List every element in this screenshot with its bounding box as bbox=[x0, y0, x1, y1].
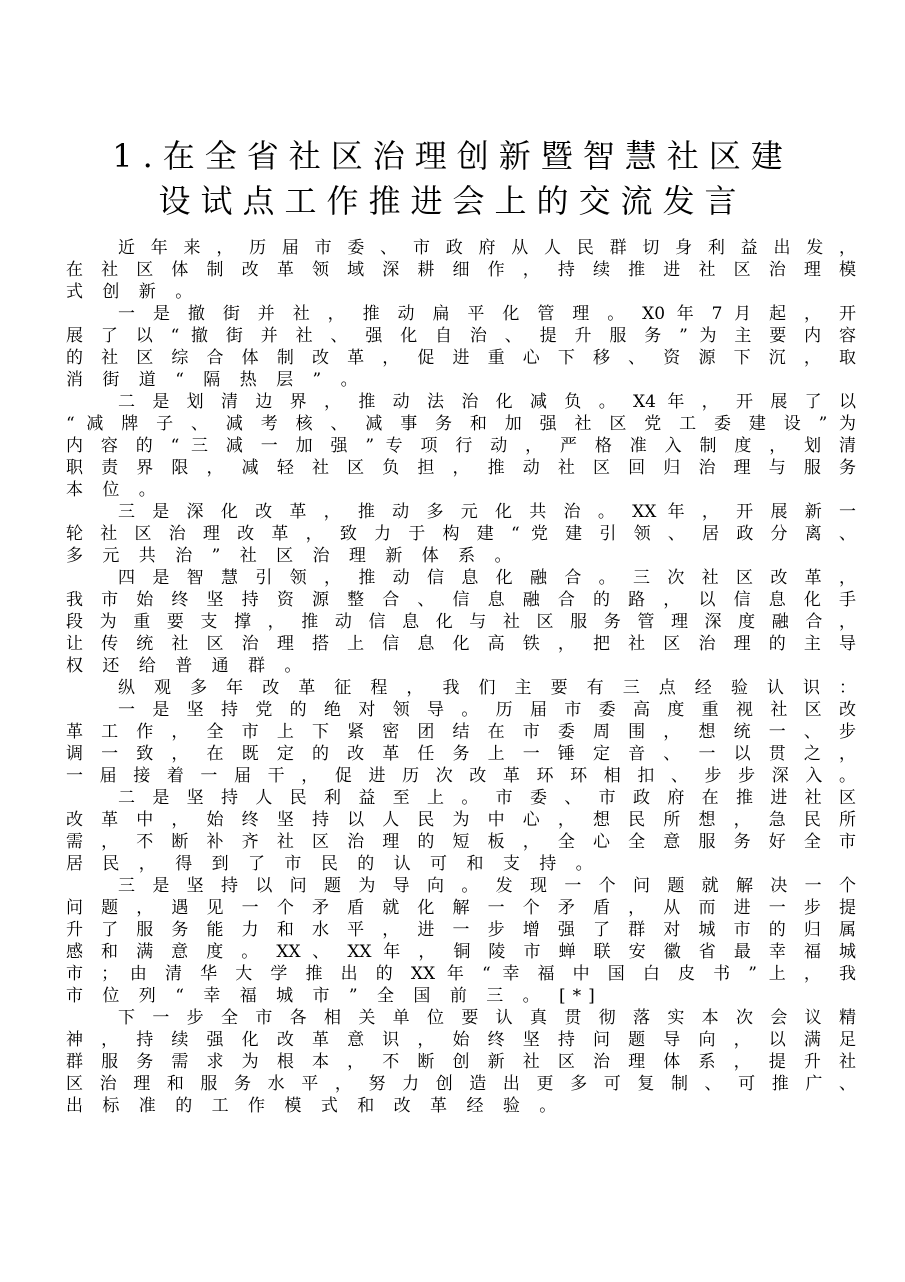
document-title-line-1: 1.在全省社区治理创新暨智慧社区建 bbox=[112, 137, 793, 175]
body-text-line: 居 民 ， 得 到 了 市 民 的 认 可 和 支 持 。 bbox=[66, 854, 600, 874]
body-text-line: 消 街 道 “ 隔 热 层 ” 。 bbox=[66, 370, 365, 390]
body-text-line: 一 届 接 着 一 届 干 ， 促 进 历 次 改 革 环 环 相 扣 、 步 步 深 入 。 bbox=[66, 766, 856, 786]
body-text-line: 一 是 坚 持 党 的 绝 对 领 导 。 历 届 市 委 高 度 重 视 社 区 改 bbox=[118, 700, 856, 720]
body-text-line: 多 元 共 治 ” 社 区 治 理 新 体 系 。 bbox=[66, 546, 519, 566]
body-text-line: 本 位 。 bbox=[66, 480, 163, 500]
body-text-line: 内 容 的 “ 三 减 一 加 强 ” 专 项 行 动 ， 严 格 准 入 制 度 ， 划 清 bbox=[66, 436, 856, 456]
document-body bbox=[66, 237, 856, 1117]
body-text-line: 职 责 界 限 ， 减 轻 社 区 负 担 ， 推 动 社 区 回 归 治 理 与 服 务 bbox=[66, 458, 856, 478]
body-text-line: 革 工 作 ， 全 市 上 下 紧 密 团 结 在 市 委 周 围 ， 想 统 一 、 步 bbox=[66, 722, 856, 742]
body-text-line: 需 ， 不 断 补 齐 社 区 治 理 的 短 板 ， 全 心 全 意 服 务 好 全 市 bbox=[66, 832, 856, 852]
body-text-line: 二 是 坚 持 人 民 利 益 至 上 。 市 委 、 市 政 府 在 推 进 社 区 bbox=[118, 788, 856, 808]
body-text-line: 的 社 区 综 合 体 制 改 革 ， 促 进 重 心 下 移 、 资 源 下 沉 ， 取 bbox=[66, 348, 856, 368]
body-text-line: 二 是 划 清 边 界 ， 推 动 法 治 化 减 负 。 X4 年 ， 开 展 了 以 bbox=[118, 392, 856, 412]
body-text-line: 段 为 重 要 支 撑 ， 推 动 信 息 化 与 社 区 服 务 管 理 深 度 融 合 ， bbox=[66, 612, 856, 632]
body-text-line: 近 年 来 ， 历 届 市 委 、 市 政 府 从 人 民 群 切 身 利 益 出 发 ， bbox=[118, 238, 856, 258]
body-text-line: 区 治 理 和 服 务 水 平 ， 努 力 创 造 出 更 多 可 复 制 、 可 推 广 、 bbox=[66, 1074, 856, 1094]
body-text-line: 式 创 新 。 bbox=[66, 282, 200, 302]
body-text-line: 权 还 给 普 通 群 。 bbox=[66, 656, 309, 676]
body-text-line: 市 位 列 “ 幸 福 城 市 ” 全 国 前 三 。 [*] bbox=[66, 986, 602, 1006]
body-text-line: 我 市 始 终 坚 持 资 源 整 合 、 信 息 融 合 的 路 ， 以 信 息 化 手 bbox=[66, 590, 856, 610]
body-text-line: 三 是 深 化 改 革 ， 推 动 多 元 化 共 治 。 XX 年 ， 开 展 新 一 bbox=[118, 502, 856, 522]
body-text-line: 四 是 智 慧 引 领 ， 推 动 信 息 化 融 合 。 三 次 社 区 改 革 ， bbox=[118, 568, 856, 588]
body-text-line: 让 传 统 社 区 治 理 搭 上 信 息 化 高 铁 ， 把 社 区 治 理 的 主 导 bbox=[66, 634, 856, 654]
body-text-line: 升 了 服 务 能 力 和 水 平 ， 进 一 步 增 强 了 群 对 城 市 的 归 属 bbox=[66, 920, 856, 940]
body-text-line: 市 ； 由 清 华 大 学 推 出 的 XX 年 “ 幸 福 中 国 白 皮 书 ” 上 ， 我 bbox=[66, 964, 856, 984]
body-text-line: 神 ， 持 续 强 化 改 革 意 识 ， 始 终 坚 持 问 题 导 向 ， 以 满 足 bbox=[66, 1030, 856, 1050]
body-text-line: 出 标 准 的 工 作 模 式 和 改 革 经 验 。 bbox=[66, 1096, 564, 1116]
body-text-line: 问 题 ， 遇 见 一 个 矛 盾 就 化 解 一 个 矛 盾 ， 从 而 进 一 步 提 bbox=[66, 898, 856, 918]
body-text-line: 一 是 撤 街 并 社 ， 推 动 扁 平 化 管 理 。 X0 年 7 月 起 ， 开 bbox=[118, 304, 856, 324]
body-text-line: 展 了 以 “ 撤 街 并 社 、 强 化 自 治 、 提 升 服 务 ” 为 主 要 内 容 bbox=[66, 326, 856, 346]
body-text-line: 感 和 满 意 度 。 XX 、 XX 年 ， 铜 陵 市 蝉 联 安 徽 省 最 幸 福 城 bbox=[66, 942, 856, 962]
body-text-line: 调 一 致 ， 在 既 定 的 改 革 任 务 上 一 锤 定 音 、 一 以 贯 之 ， bbox=[66, 744, 856, 764]
body-text-line: 在 社 区 体 制 改 革 领 域 深 耕 细 作 ， 持 续 推 进 社 区 治 理 模 bbox=[66, 260, 856, 280]
body-text-line: 纵 观 多 年 改 革 征 程 ， 我 们 主 要 有 三 点 经 验 认 识 ： bbox=[118, 678, 856, 698]
body-text-line: “ 减 牌 子 、 减 考 核 、 减 事 务 和 加 强 社 区 党 工 委 建 设 ” 为 bbox=[66, 414, 856, 434]
body-text-line: 轮 社 区 治 理 改 革 ， 致 力 于 构 建 “ 党 建 引 领 、 居 政 分 离 、 bbox=[66, 524, 856, 544]
document-title-line-2: 设试点工作推进会上的交流发言 bbox=[158, 182, 747, 220]
body-text-line: 三 是 坚 持 以 问 题 为 导 向 。 发 现 一 个 问 题 就 解 决 一 个 bbox=[118, 876, 856, 896]
body-text-line: 改 革 中 ， 始 终 坚 持 以 人 民 为 中 心 ， 想 民 所 想 ， 急 民 所 bbox=[66, 810, 856, 830]
body-text-line: 下 一 步 全 市 各 相 关 单 位 要 认 真 贯 彻 落 实 本 次 会 议 精 bbox=[118, 1008, 856, 1028]
body-text-line: 群 服 务 需 求 为 根 本 ， 不 断 创 新 社 区 治 理 体 系 ， 提 升 社 bbox=[66, 1052, 856, 1072]
